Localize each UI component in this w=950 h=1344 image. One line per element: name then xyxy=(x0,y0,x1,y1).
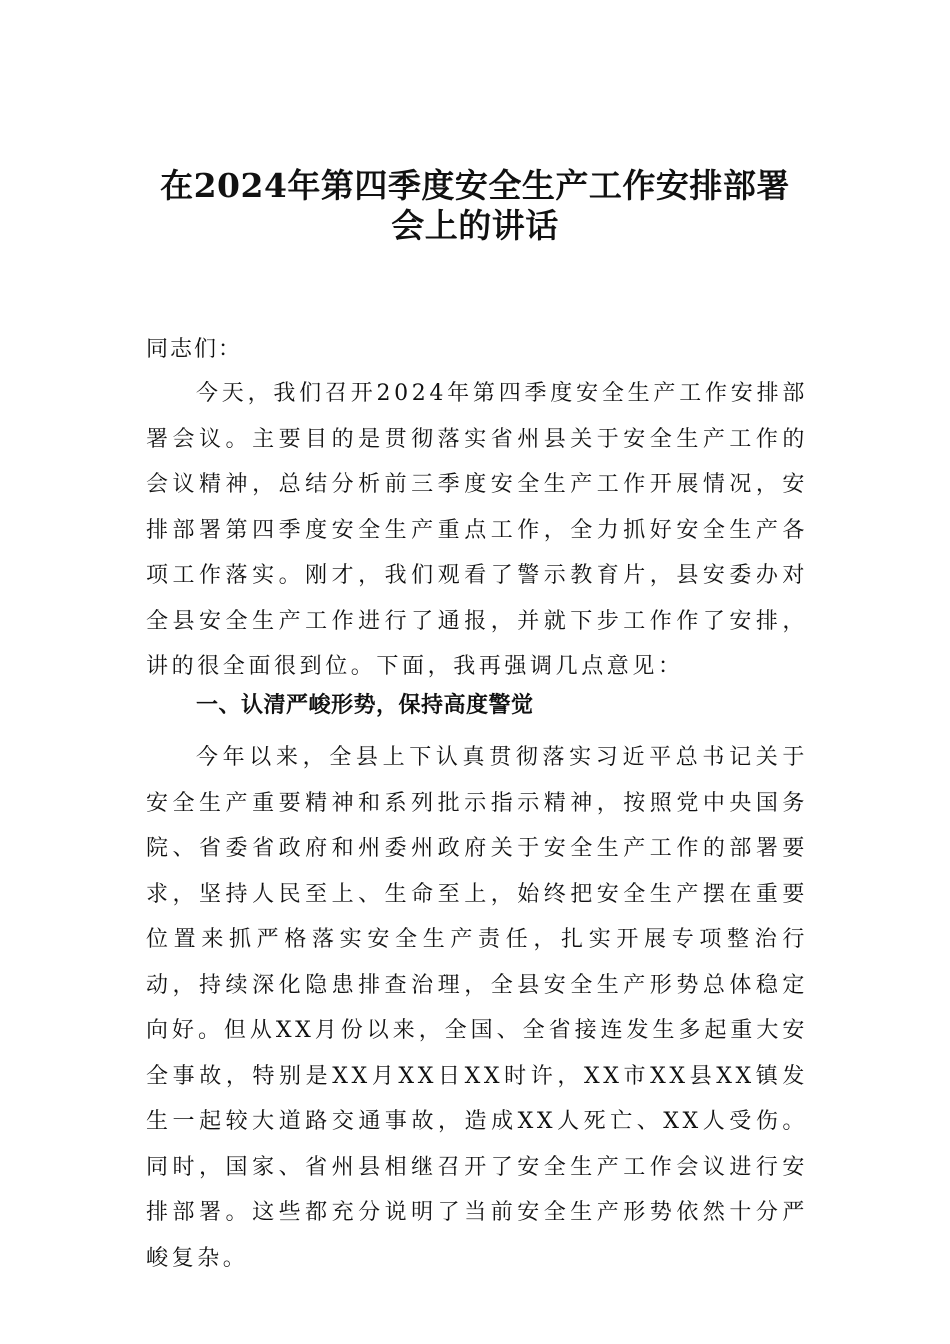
salutation: 同志们： xyxy=(146,337,243,362)
document-title-line-1: 在2024年第四季度安全生产工作安排部署 xyxy=(160,166,790,205)
section-heading-1: 一、认清严峻形势，保持高度警觉 xyxy=(196,693,534,718)
document-title-line-2: 会上的讲话 xyxy=(391,206,559,245)
body-paragraph-2: 今年以来，全县上下认真贯彻落实习近平总书记关于安全生产重要精神和系列批示指示精神，按照党中央国务院、省委省政府和州委州政府关于安全生产工作的部署要求，坚持人民至上、生命至上，始终把安全生产摆在重要位置来抓严格落实安全生产责任，扎实开展专项整治行动，持续深化隐患排查治理，全县安全生产形势总体稳定向好。但从XX月份以来，全国、全省接连发生多起重大安全事故，特别是XX月XX日XX时许，XX市XX县XX镇发生一起较大道路交通事故，造成XX人死亡、XX人受伤。同时，国家、省州县相继召开了安全生产工作会议进行安排部署。这些都充分说明了当前安全生产形势依然十分严峻复杂。 xyxy=(146,745,808,1271)
body-paragraph-1: 今天，我们召开2024年第四季度安全生产工作安排部署会议。主要目的是贯彻落实省州县关于安全生产工作的会议精神，总结分析前三季度安全生产工作开展情况，安排部署第四季度安全生产重点工作，全力抓好安全生产各项工作落实。刚才，我们观看了警示教育片，县安委办对全县安全生产工作进行了通报，并就下步工作作了安排，讲的很全面很到位。下面，我再强调几点意见： xyxy=(146,381,808,679)
